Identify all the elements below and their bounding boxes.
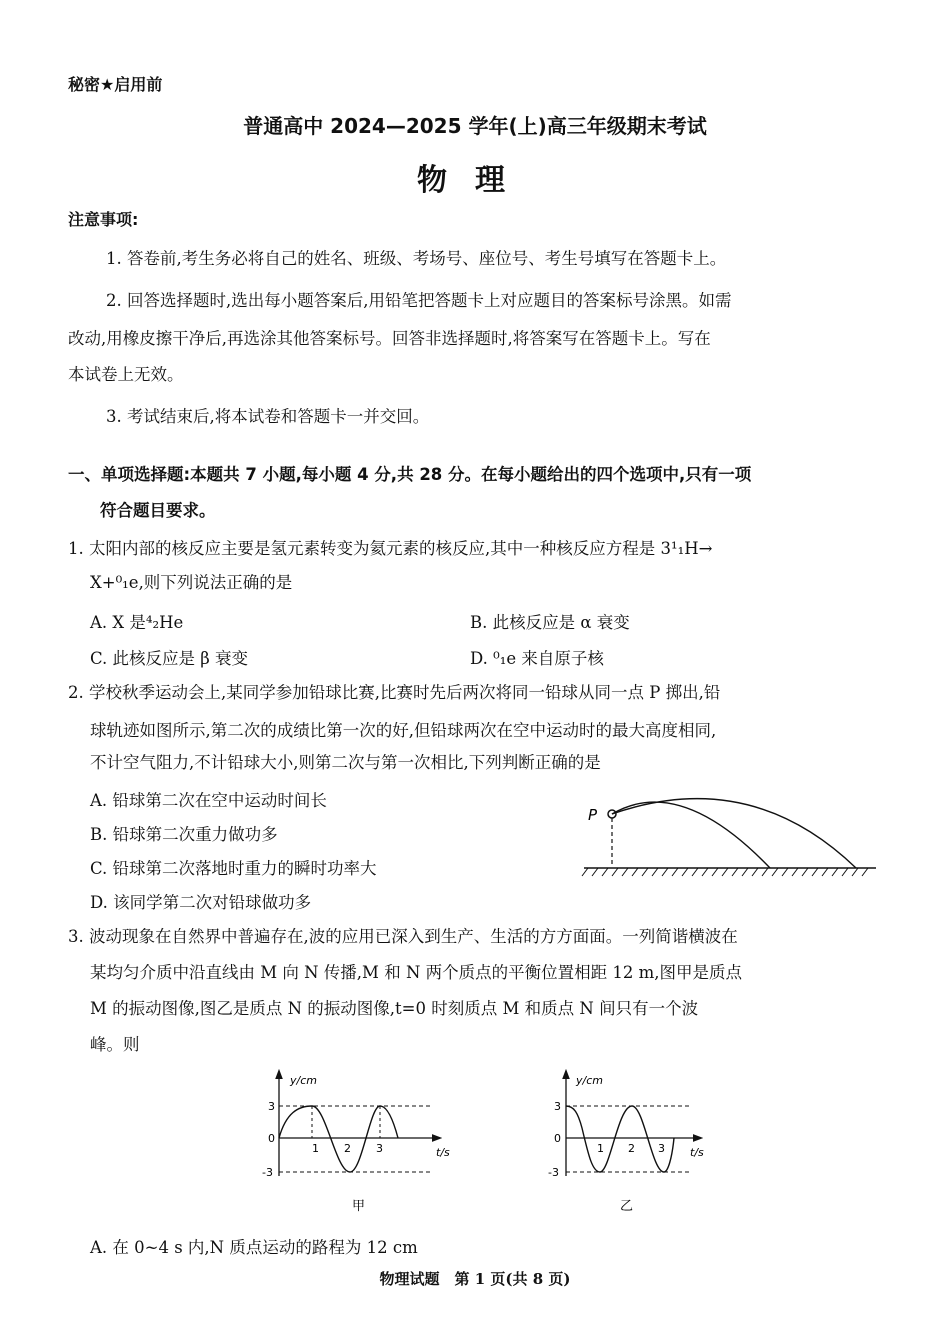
q1-option-d: D. ⁰₁e 来自原子核	[470, 649, 604, 668]
q2-option-a: A. 铅球第二次在空中运动时间长	[90, 791, 327, 810]
vibration-curve-n	[566, 1106, 674, 1172]
page-footer: 物理试题 第 1 页(共 8 页)	[379, 1270, 571, 1288]
x-tick-2: 2	[628, 1142, 635, 1155]
q3-stem-line3: M 的振动图像,图乙是质点 N 的振动图像,t=0 时刻质点 M 和质点 N 间只有一个波	[90, 999, 699, 1018]
point-p-label: P	[588, 806, 598, 824]
x-axis-label: t/s	[436, 1146, 450, 1159]
subject-title: 物理	[417, 163, 533, 198]
x-tick-1: 1	[312, 1142, 319, 1155]
y-tick-neg3: -3	[548, 1166, 559, 1179]
q1-stem-line2: X+⁰₁e,则下列说法正确的是	[90, 573, 293, 592]
ground-hatching	[582, 868, 868, 876]
y-tick-0: 0	[554, 1132, 561, 1145]
trajectory-second	[612, 799, 856, 868]
x-tick-3: 3	[376, 1142, 383, 1155]
y-tick-neg3: -3	[262, 1166, 273, 1179]
x-tick-1: 1	[597, 1142, 604, 1155]
q1-option-b: B. 此核反应是 α 衰变	[470, 613, 630, 632]
notice-item-2-line3: 本试卷上无效。	[68, 365, 184, 384]
x-axis-label: t/s	[690, 1146, 704, 1159]
section1-heading: 一、单项选择题:本题共 7 小题,每小题 4 分,共 28 分。在每小题给出的四个选项中,只有一项	[68, 465, 752, 484]
x-tick-2: 2	[344, 1142, 351, 1155]
y-axis-label: y/cm	[576, 1074, 603, 1087]
y-tick-3: 3	[268, 1100, 275, 1113]
q1-option-c: C. 此核反应是 β 衰变	[90, 649, 249, 668]
y-tick-3: 3	[554, 1100, 561, 1113]
q1-option-a: A. X 是⁴₂He	[90, 613, 184, 632]
q3-stem-line4: 峰。则	[90, 1035, 140, 1054]
q3-option-a: A. 在 0~4 s 内,N 质点运动的路程为 12 cm	[90, 1238, 418, 1257]
vibration-graph-yi	[540, 1068, 740, 1218]
graph-caption: 甲	[352, 1199, 366, 1214]
q3-stem-line1: 3. 波动现象在自然界中普遍存在,波的应用已深入到生产、生活的方方面面。一列简谐横波在	[68, 927, 738, 946]
x-tick-3: 3	[658, 1142, 665, 1155]
vibration-graph-jia	[252, 1068, 472, 1218]
notice-heading: 注意事项:	[68, 210, 139, 229]
q2-stem-line1: 2. 学校秋季运动会上,某同学参加铅球比赛,比赛时先后两次将同一铅球从同一点 P 掷出,铅	[68, 683, 721, 702]
notice-item-2-line2: 改动,用橡皮擦干净后,再选涂其他答案标号。回答非选择题时,将答案写在答题卡上。写在	[68, 329, 711, 348]
y-tick-0: 0	[268, 1132, 275, 1145]
notice-item-3: 3. 考试结束后,将本试卷和答题卡一并交回。	[106, 407, 430, 426]
exam-title: 普通高中 2024—2025 学年(上)高三年级期末考试	[243, 114, 707, 138]
q2-option-c: C. 铅球第二次落地时重力的瞬时功率大	[90, 859, 377, 878]
y-axis-label: y/cm	[290, 1074, 317, 1087]
q2-option-b: B. 铅球第二次重力做功多	[90, 825, 278, 844]
section1-heading-cont: 符合题目要求。	[100, 501, 216, 520]
q3-stem-line2: 某均匀介质中沿直线由 M 向 N 传播,M 和 N 两个质点的平衡位置相距 12 m,图甲是质点	[90, 963, 742, 982]
q2-stem-line3: 不计空气阻力,不计铅球大小,则第二次与第一次相比,下列判断正确的是	[90, 753, 601, 772]
notice-item-2-line1: 2. 回答选择题时,选出每小题答案后,用铅笔把答题卡上对应题目的答案标号涂黑。如需	[106, 291, 732, 310]
q2-option-d: D. 该同学第二次对铅球做功多	[90, 893, 312, 912]
q1-stem-line1: 1. 太阳内部的核反应主要是氢元素转变为氦元素的核反应,其中一种核反应方程是 3¹₁H→	[68, 539, 713, 558]
confidential-mark: 秘密★启用前	[68, 75, 163, 94]
q2-stem-line2: 球轨迹如图所示,第二次的成绩比第一次的好,但铅球两次在空中运动时的最大高度相同,	[90, 721, 717, 740]
graph-caption: 乙	[620, 1199, 634, 1214]
notice-item-1: 1. 答卷前,考生务必将自己的姓名、班级、考场号、座位号、考生号填写在答题卡上。	[106, 249, 727, 268]
trajectory-first	[612, 802, 770, 868]
vibration-curve-m	[279, 1106, 398, 1172]
shotput-trajectory-figure	[580, 780, 880, 890]
